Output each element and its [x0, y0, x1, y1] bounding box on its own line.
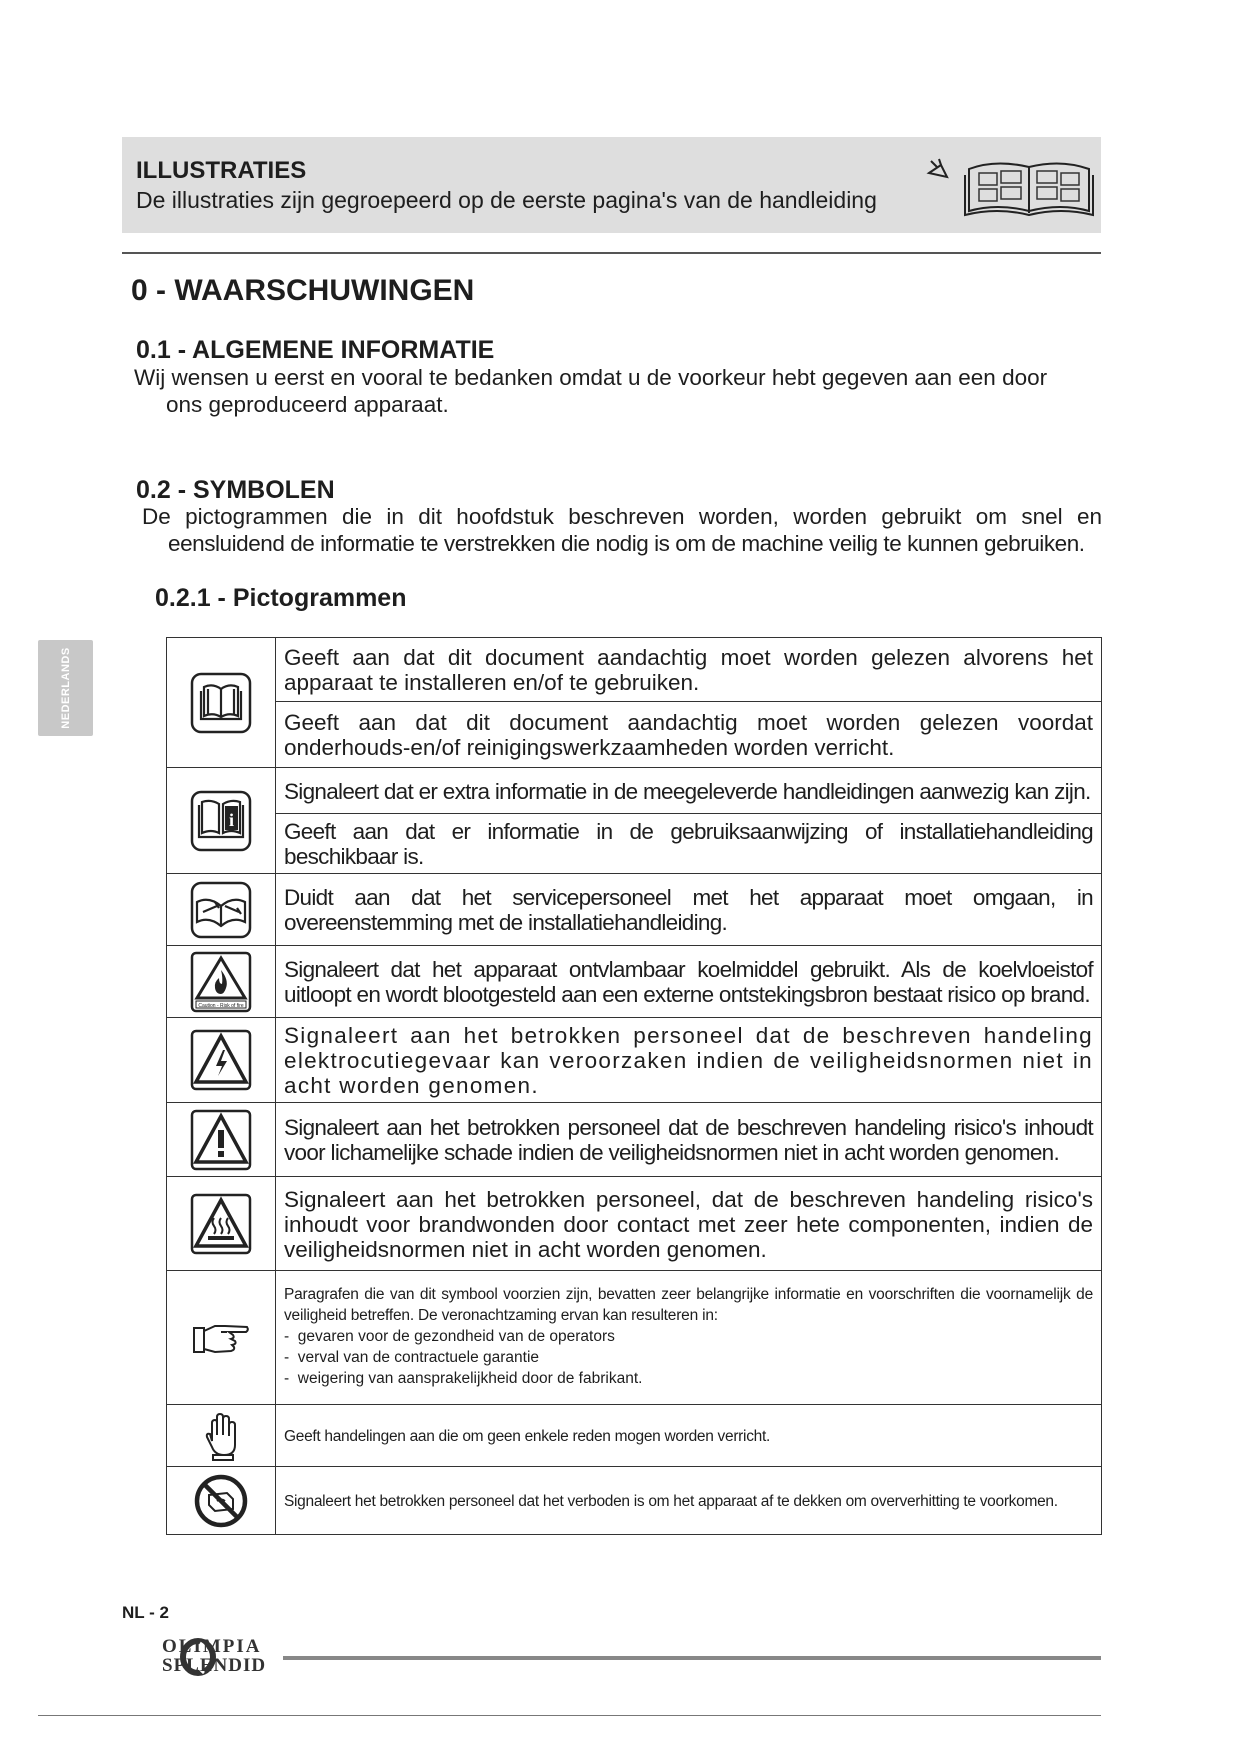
- table-row: [167, 814, 1102, 874]
- list-item: - weigering van aansprakelijkheid door de fabrikant.: [284, 1368, 1093, 1389]
- illustrations-text: De illustraties zijn gegroepeerd op de eerste pagina's van de handleiding: [136, 187, 877, 213]
- logo-text: OLIMPIA: [162, 1636, 262, 1657]
- section-0-1-paragraph: [134, 364, 1094, 418]
- table-row: [167, 1467, 1102, 1535]
- table-row: [167, 1177, 1102, 1271]
- logo-text: SPLENDID: [162, 1655, 267, 1676]
- section-0-2-title: 0.2 - SYMBOLEN: [136, 476, 335, 504]
- table-row: [167, 1103, 1102, 1177]
- hot-surface-icon: [167, 1177, 276, 1271]
- table-row: [167, 1405, 1102, 1467]
- paragraph-line: De pictogrammen die in dit hoofdstuk beschreven worden, worden gebruikt om snel en: [142, 504, 1102, 529]
- section-0-title: 0 - WAARSCHUWINGEN: [131, 274, 475, 307]
- pictogram-description: Geeft aan dat dit document aandachtig moet worden gelezen alvorens het apparaat te installeren en/of te gebruiken.: [276, 638, 1102, 702]
- language-side-tab: [38, 640, 93, 736]
- pictogram-description: Signaleert het betrokken personeel dat het verboden is om het apparaat af te dekken om oververhitting te voorkomen.: [276, 1467, 1102, 1535]
- flammable-caption: Caution - Risk of fire: [198, 1002, 244, 1009]
- pictogram-description: Signaleert dat er extra informatie in de meegeleverde handleidingen aanwezig kan zijn.: [276, 768, 1102, 814]
- pictogram-description: Geeft handelingen aan die om geen enkele reden mogen worden verricht.: [276, 1405, 1102, 1467]
- brand-logo: [120, 1635, 280, 1677]
- general-warning-icon: [167, 1103, 276, 1177]
- service-manual-icon: [167, 874, 276, 946]
- illustrations-title: ILLUSTRATIES: [136, 157, 307, 184]
- pictogram-description: [276, 1271, 1102, 1405]
- footer-divider: [283, 1656, 1101, 1660]
- section-0-2-1-title: 0.2.1 - Pictogrammen: [155, 584, 407, 612]
- pictogram-description: Duidt aan dat het servicepersoneel met het apparaat moet omgaan, in overeenstemming met de installatiehandleiding.: [276, 874, 1102, 946]
- important-paragraph: Paragrafen die van dit symbool voorzien zijn, bevatten zeer belangrijke informatie en voorschriften die voornamelijk de veiligheid betreffen. De veronachtzaming ervan kan resulteren in:: [284, 1286, 1093, 1324]
- page-number: NL - 2: [122, 1603, 169, 1622]
- pictogram-description: Geeft aan dat dit document aandachtig moet worden gelezen voordat onderhouds-en/of reinigingswerkzaamheden worden verricht.: [276, 702, 1102, 768]
- pointing-hand-icon: [167, 1271, 276, 1405]
- open-book-icon: [925, 151, 1095, 217]
- paragraph-line: ons geproduceerd apparaat.: [166, 392, 449, 417]
- table-row: [167, 638, 1102, 702]
- pictogram-description: Signaleert aan het betrokken personeel, dat de beschreven handeling risico's inhoudt voor brandwonden door contact met zeer hete componenten, indien de veiligheidsnormen niet in acht worden genomen.: [276, 1177, 1102, 1271]
- paragraph-line: eensluidend de informatie te verstrekken die nodig is om de machine veilig te kunnen gebruiken.: [168, 531, 1085, 556]
- illustrations-banner: [122, 137, 1101, 233]
- flammable-warning-icon: [167, 946, 276, 1018]
- table-row: [167, 946, 1102, 1018]
- page-bottom-rule: [38, 1715, 1101, 1716]
- pictogram-description: Signaleert dat het apparaat ontvlambaar koelmiddel gebruikt. Als de koelvloeistof uitloopt en wordt blootgesteld aan een externe ontstekingsbron bestaat risico op brand.: [276, 946, 1102, 1018]
- pictogram-description: Geeft aan dat er informatie in de gebruiksaanwijzing of installatiehandleiding beschikbaar is.: [276, 814, 1102, 874]
- table-row: [167, 768, 1102, 814]
- list-item: - verval van de contractuele garantie: [284, 1347, 1093, 1368]
- electric-hazard-icon: [167, 1018, 276, 1103]
- pictogram-table: [166, 637, 1102, 1535]
- stop-hand-icon: [167, 1405, 276, 1467]
- table-row: [167, 702, 1102, 768]
- list-item: - gevaren voor de gezondheid van de operators: [284, 1326, 1093, 1347]
- table-row: [167, 874, 1102, 946]
- language-side-tab-label: NEDERLANDS: [59, 647, 72, 729]
- info-manual-icon: [167, 768, 276, 874]
- pictogram-description: Signaleert aan het betrokken personeel dat de beschreven handeling elektrocutiegevaar kan veroorzaken indien de veiligheidsnormen niet in acht worden genomen.: [276, 1018, 1102, 1103]
- do-not-cover-icon: [167, 1467, 276, 1535]
- svg-text:i: i: [228, 809, 235, 830]
- read-manual-icon: [167, 638, 276, 768]
- pictogram-description: Signaleert aan het betrokken personeel dat de beschreven handeling risico's inhoudt voor lichamelijke schade indien de veiligheidsnormen niet in acht worden genomen.: [276, 1103, 1102, 1177]
- section-divider: [122, 252, 1101, 254]
- table-row: [167, 1271, 1102, 1405]
- section-0-1-title: 0.1 - ALGEMENE INFORMATIE: [136, 336, 495, 364]
- section-0-2-paragraph: [142, 503, 1102, 557]
- paragraph-line: Wij wensen u eerst en vooral te bedanken omdat u de voorkeur hebt gegeven aan een door: [134, 365, 1048, 390]
- table-row: [167, 1018, 1102, 1103]
